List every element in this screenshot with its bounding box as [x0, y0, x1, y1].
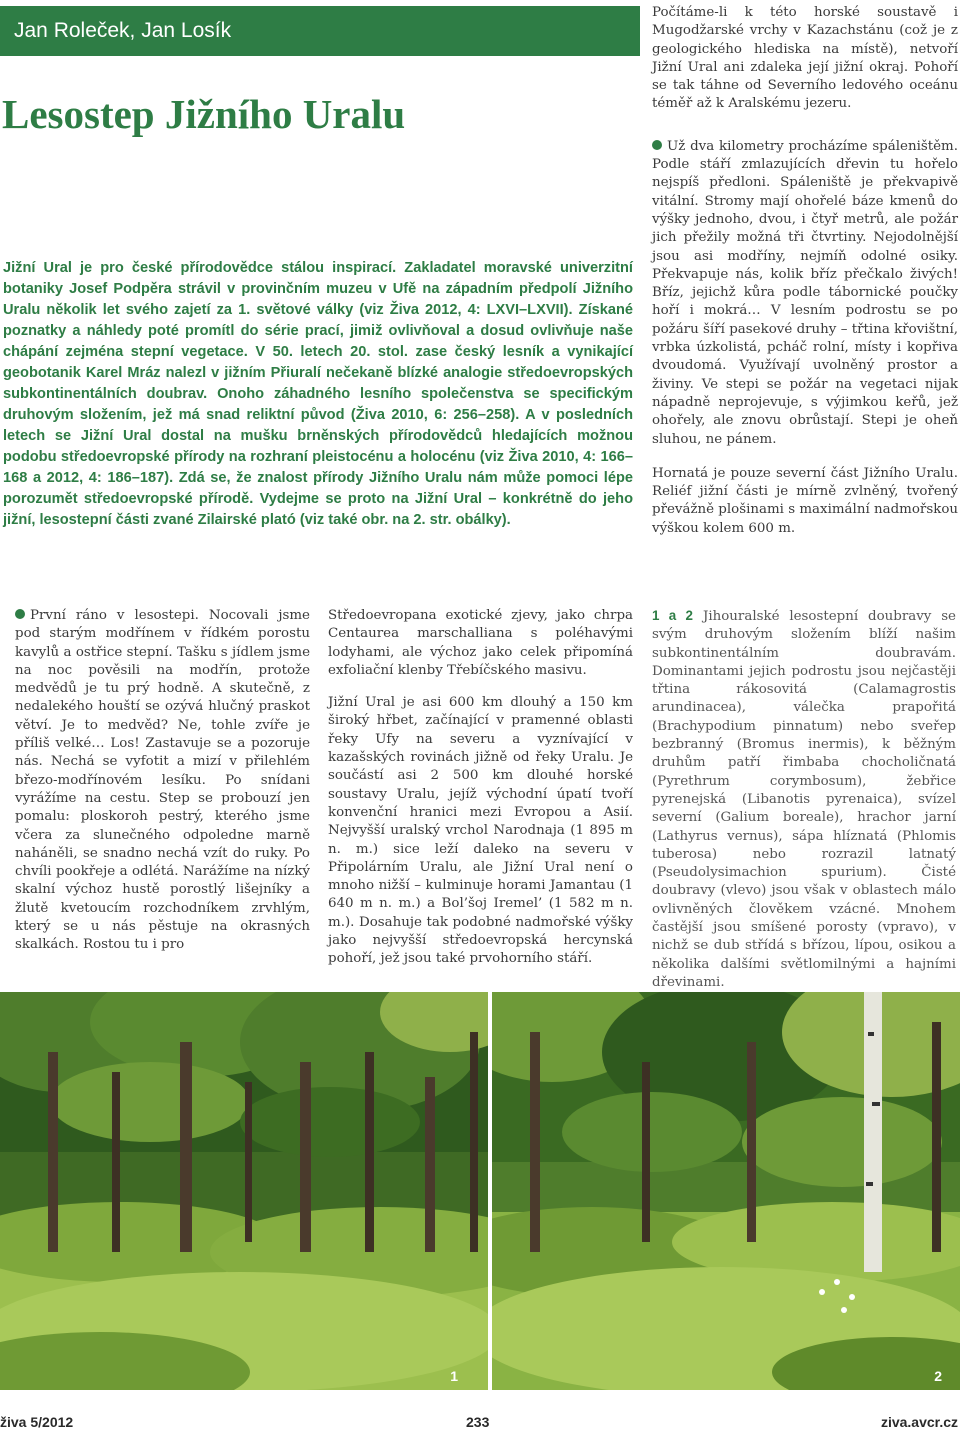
bullet-icon — [15, 609, 25, 619]
photo-mixed-forest — [492, 992, 960, 1390]
middle-paragraph-2: Jižní Ural je asi 600 km dlouhý a 150 km široký hřbet, začínající v pramenné oblasti řeky Ufy na severu a vyznívající v kazašských rovinách jižně od řeky Uralu. Je součástí asi 2 500 km dlouhé horské soustavy Uralu, jejíž východní úpatí tvoří konvenční hranici mezi Evropou a Asií. Nejvyšší uralský vrchol Narodnaja (1 895 m n. m.) sice leží daleko na severu v Připolárním Uralu, ale Jižní Ural není o mnoho nižší – kulminuje horami Jamantau (1 640 m n. m.) a Bol’šoj Iremel’ (1 582 m n. m.). Dosahuje tak podobné nadmořské výšky jako nejvyšší středoevropská hercynská pohoří, jež jsou také prvohorního stáří. — [328, 695, 633, 967]
article-title: Lesostep Jižního Uralu — [2, 91, 406, 137]
mixed-forest-image — [492, 992, 960, 1390]
right-paragraph-3: Hornatá je pouze severní část Jižního Uralu. Reliéf jižní části je mírně zvlněný, tvořený převážně plošinami s maximální nadmořskou výškou kolem 600 m. — [652, 465, 959, 536]
footer-journal: živa 5/2012 — [0, 1414, 74, 1430]
right-paragraph-1: Počítáme-li k této horské soustavě i Mugodžarské vrchy v Kazachstánu (což je z geologického hlediska na místě), netvoří Jižní Ural ani zdaleka její jižní okraj. Pohoří se tak táhne od Severního ledového oceánu téměř až k Aralskému jezeru. — [652, 5, 958, 112]
footer-website[interactable]: ziva.avcr.cz — [880, 1414, 958, 1430]
caption-text: Jihouralské lesostepní doubravy se svým druhovým složením blíží našim subkontinentálním doubravám. Dominantami jejich podrostu jsou nejčastěji třtina rákosovitá (Calamagrostis arundinacea), válečka prapořitá (Brachypodium pinnatum) nebo sveřep bezbranný (Bromus inermis), k běžným druhům patří řimbaba chocholičnatá (Pyrethrum corymbosum), žebřice pyrenejská (Libanotis pyrenaica), svízel severní (Galium boreale), hrachor jarní (Lathyrus vernus), sápa hlíznatá (Phlomis tuberosa) nebo rozrazil latnatý (Pseudolysimachion spurium). Čisté doubravy (vlevo) jsou však v oblastech málo ovlivněných člověkem vzácné. Mnohem častější jsou smíšené porosty (vpravo), v nichž se dub střídá s břízou, lípou, osikou a několika dalšími světlomilnými a hajními dřevinami. — [652, 609, 956, 990]
photo-caption — [652, 607, 956, 992]
bullet-icon — [652, 140, 662, 150]
caption-number: 1 a 2 — [652, 608, 693, 623]
right-paragraph-2: Už dva kilometry procházíme spáleništěm. Podle stáří zmlazujících dřevin tu hořelo nejspíš předloni. Spáleniště je překvapivě vitální. Stromy mají ohořelé báze kmenů do výšky jednoho, dvou, i čtyř metrů, ale požár jich přežily možná tři čtvrtiny. Nejodolnější jsou asi modříny, nejmíň odolné osiky. Překvapuje nás, kolik bříz přečkalo živých! Bříz, jejichž kůra podle tábornické poučky hoří i mokrá… V lesním podrostu se po požáru šíří pasekové druhy – třtina křovištní, vrbka úzkolistá, pcháč rolní, místy i kopřiva dvoudomá. Využívají uvolněný prostor a živiny. Ve stepi se požár na vegetaci nijak nápadně neprojevuje, s výjimkou keřů, jež ohořely, ale znovu obrůstají. Stepi je oheň sluhou, ne pánem. — [652, 138, 958, 447]
left-column-text — [15, 607, 310, 955]
authors: Jan Roleček, Jan Losík — [14, 19, 232, 42]
footer-page-number: 233 — [466, 1414, 490, 1430]
middle-paragraph-1: Středoevropana exotické zjevy, jako chrpa Centaurea marschalliana s poléhavými lodyhami, ale výchoz jako celek připomíná exfoliační klenby Třebíčského masivu. — [328, 608, 633, 678]
photo-1-number: 1 — [450, 1368, 458, 1384]
lead-paragraph: Jižní Ural je pro české přírodovědce stálou inspirací. Zakladatel moravské univerzitní botaniky Josef Podpěra strávil v provinčním muzeu v Ufě na západním předpolí Jižního Uralu několik let svého zajetí za 1. světové války (viz Živa 2012, 4: LXVI–LXVII). Získané poznatky a náhledy poté promítl do série prací, jimiž ovlivňoval a dosud ovlivňuje naše chápání zejména stepní vegetace. V 50. letech 20. stol. zase český lesník a vynikající geobotanik Karel Mráz nalezl v jižním Přiuralí nečekaně blízké analogie středoevropských subkontinentálních doubrav. Onoho záhadného lesního společenstva se specifickým druhovým složením, jež má snad reliktní původ (Živa 2010, 6: 256–258). A v posledních letech se Jižní Ural dostal na mušku brněnských přírodovědců hledajících možnou podobu středoevropské přírody na rozhraní pleistocénu a holocénu (viz Živa 2010, 4: 166–168 a 2012, 4: 186–187). Zdá se, že znalost přírody Jižního Uralu nám může pomoci lépe porozumět středoevropské přírodě. Vydejme se proto na Jižní Ural – konkrétně do jeho jižní, lesostepní části zvané Zilairské plató (viz také obr. na 2. str. obálky). — [3, 260, 633, 528]
right-column-text — [652, 4, 958, 538]
authors-bar — [0, 6, 640, 56]
oak-forest-image — [0, 992, 488, 1390]
photo-oak-forest — [0, 992, 488, 1390]
middle-column-text — [328, 607, 633, 969]
photo-2-number: 2 — [934, 1368, 942, 1384]
left-paragraph-1: První ráno v lesostepi. Nocovali jsme pod starým modřínem v řídkém porostu kavylů a ostřice stepní. Tašku s jídlem jsme na noc pověsili na modřín, protože medvědů je tu prý hodně. A skutečně, z nedalekého houští se ozývá hlučný praskot větví. Je to medvěd? Ne, tohle zvíře je příliš velké… Los! Zastavuje se a pozoruje nás. Nechá se vyfotit a mizí v přilehlém březo-modřínovém lesíku. Po snídani vyrážíme na cestu. Step se probouzí jen pomalu: ploskoroh pestrý, kterého jsme včera za slunečného odpoledne marně naháněli, se snadno nechá vzít do ruky. Po chvíli pookřeje a odlétá. Narážíme na nízký skalní výchoz hustě porostlý lišejníky a žlutě kvetoucím rozchodníkem zrvhlým, který se u nás pěstuje na okrasných skalkách. Rostou tu i pro — [15, 608, 310, 953]
